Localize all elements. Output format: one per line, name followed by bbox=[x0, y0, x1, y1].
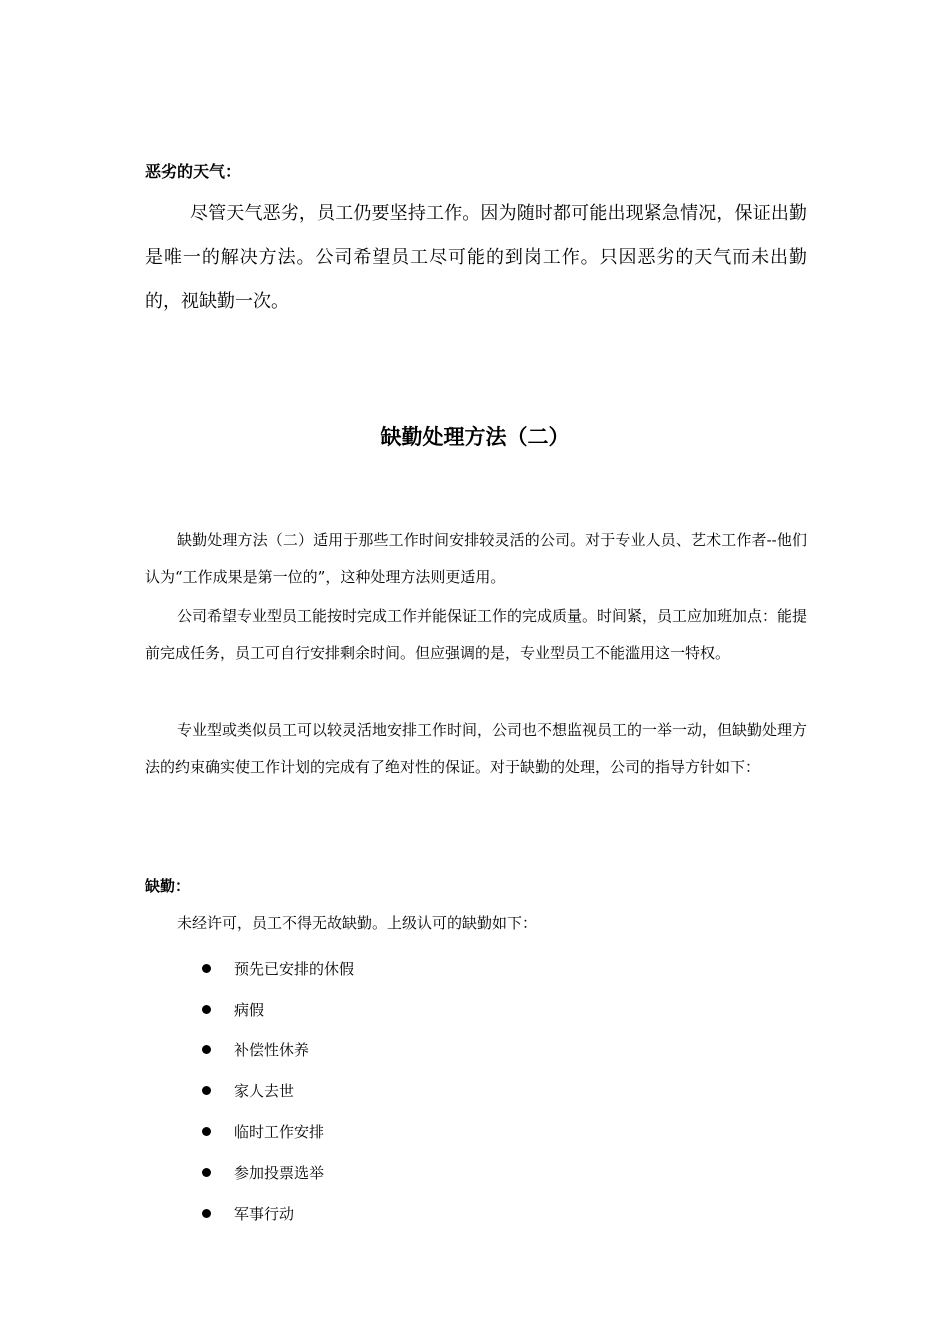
list-item bbox=[200, 1070, 354, 1111]
bad-weather-paragraph: 尽管天气恶劣，员工仍要坚持工作。因为随时都可能出现紧急情况，保证出勤是唯一的解决方法。公司希望员工尽可能的到岗工作。只因恶劣的天气而未出勤的，视缺勤一次。 bbox=[145, 203, 807, 312]
bullet-icon bbox=[202, 1209, 211, 1218]
section-heading-bad-weather: 恶劣的天气： bbox=[145, 162, 242, 181]
list-item bbox=[200, 1193, 354, 1234]
section-heading-absence: 缺勤： bbox=[145, 877, 191, 895]
absence-intro: 未经许可，员工不得无故缺勤。上级认可的缺勤如下： bbox=[177, 914, 538, 932]
list-item bbox=[200, 1152, 354, 1193]
list-item-label: 参加投票选举 bbox=[234, 1163, 325, 1182]
list-item bbox=[200, 1030, 354, 1071]
approved-absence-list bbox=[200, 948, 354, 1234]
paragraph-2: 公司希望专业型员工能按时完成工作并能保证工作的完成质量。时间紧，员工应加班加点：能提前完成任务，员工可自行安排剩余时间。但应强调的是，专业型员工不能滥用这一特权。 bbox=[145, 607, 808, 662]
list-item bbox=[200, 1111, 354, 1152]
list-item-label: 临时工作安排 bbox=[234, 1123, 325, 1142]
paragraph-1: 缺勤处理方法（二）适用于那些工作时间安排较灵活的公司。对于专业人员、艺术工作者--他们认为“工作成果是第一位的”，这种处理方法则更适用。 bbox=[145, 531, 807, 586]
bullet-icon bbox=[202, 964, 211, 973]
bullet-icon bbox=[202, 1127, 211, 1136]
list-item bbox=[200, 948, 354, 989]
list-item bbox=[200, 989, 354, 1030]
bullet-icon bbox=[202, 1086, 211, 1095]
list-item-label: 家人去世 bbox=[234, 1082, 295, 1101]
list-item-label: 病假 bbox=[234, 1000, 265, 1019]
bullet-icon bbox=[202, 1168, 211, 1177]
bullet-icon bbox=[202, 1005, 211, 1014]
paragraph-3: 专业型或类似员工可以较灵活地安排工作时间，公司也不想监视员工的一举一动，但缺勤处理方法的约束确实使工作计划的完成有了绝对性的保证。对于缺勤的处理，公司的指导方针如下： bbox=[145, 721, 808, 776]
document-title: 缺勤处理方法（二） bbox=[380, 424, 570, 449]
bullet-icon bbox=[202, 1045, 211, 1054]
list-item-label: 军事行动 bbox=[234, 1204, 295, 1223]
list-item-label: 预先已安排的休假 bbox=[234, 959, 355, 978]
list-item-label: 补偿性休养 bbox=[234, 1041, 310, 1060]
